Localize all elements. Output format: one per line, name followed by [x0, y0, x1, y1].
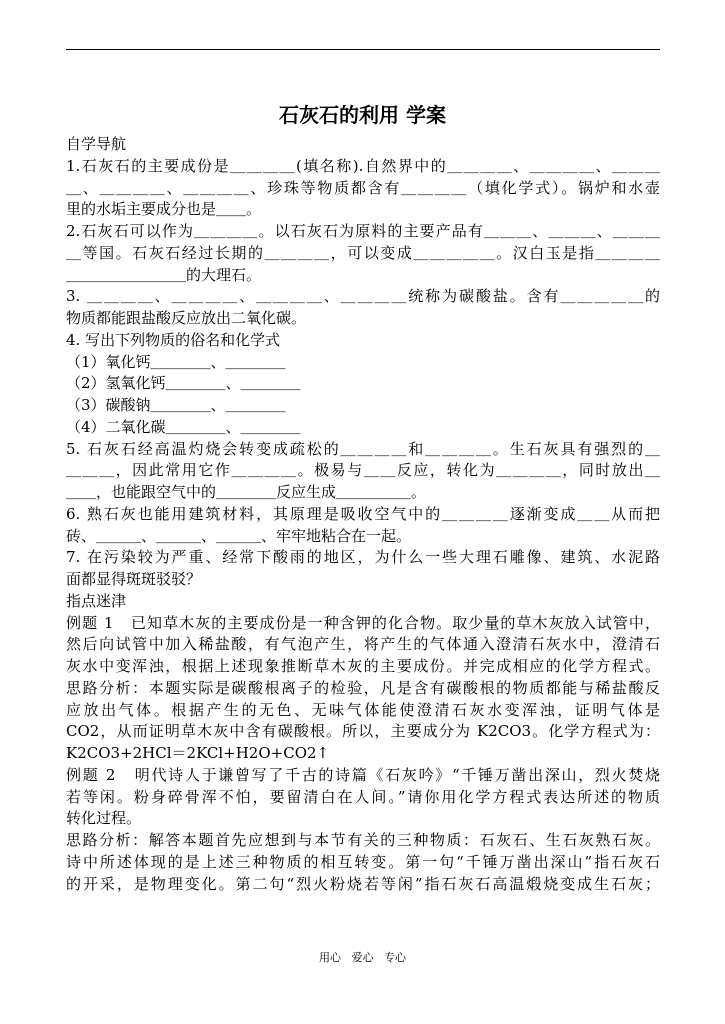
- text-line: 里的水垢主要成分也是＿＿。: [66, 200, 262, 219]
- header-rule: [66, 49, 660, 50]
- text-line: 的开采，是物理变化。第二句“烈火粉烧若等闲”指石灰石高温煅烧变成生石灰；: [66, 874, 660, 893]
- text-line: ＿＿＿＿＿＿＿＿的大理石。: [66, 265, 262, 284]
- list-item: （3）碳酸钠＿＿＿＿、＿＿＿＿: [66, 396, 286, 414]
- section-heading-guidance: 指点迷津: [66, 591, 127, 610]
- text-line: 5. 石灰石经高温灼烧会转变成疏松的＿＿＿＿和＿＿＿＿。生石灰具有强烈的＿: [66, 439, 660, 458]
- text-line: 例题 1 已知草木灰的主要成份是一种含钾的化合物。取少量的草木灰放入试管中，: [66, 613, 660, 632]
- text-line: 例题 2 明代诗人于谦曾写了千古的诗篇《石灰吟》“千锤万凿出深山，烈火焚烧: [66, 765, 660, 784]
- text-line: 6. 熟石灰也能用建筑材料，其原理是吸收空气中的＿＿＿＿逐渐变成＿＿从而把: [66, 504, 660, 523]
- text-line: 3. ＿＿＿＿、＿＿＿＿、＿＿＿＿、＿＿＿＿统称为碳酸盐。含有＿＿＿＿＿的: [66, 287, 660, 306]
- section-heading-self-study: 自学导航: [66, 135, 127, 153]
- text-line: 4. 写出下列物质的俗名和化学式: [66, 330, 281, 349]
- list-item: （2）氢氧化钙＿＿＿＿、＿＿＿＿: [66, 374, 301, 393]
- text-line: 思路分析：解答本题首先应想到与本节有关的三种物质：石灰石、生石灰熟石灰。: [66, 831, 660, 849]
- text-line: 思路分析：本题实际是碳酸根离子的检验，凡是含有碳酸根的物质都能与稀盐酸反: [66, 678, 660, 697]
- document-title: 石灰石的利用 学案: [279, 103, 446, 127]
- text-line: 应放出气体。根据产生的无色、无味气体能使澄清石灰水变浑浊，证明气体是: [66, 700, 660, 719]
- text-line: 2.石灰石可以作为＿＿＿＿。以石灰石为原料的主要产品有＿＿＿、＿＿＿、＿＿＿: [66, 222, 660, 240]
- text-line: ＿＿，也能跟空气中的＿＿＿＿反应生成＿＿＿＿＿。: [66, 483, 427, 501]
- list-item: （4）二氧化碳＿＿＿＿、＿＿＿＿: [66, 417, 301, 436]
- page-footer: 用心 爱心 专心: [319, 951, 406, 964]
- list-item: （1）氧化钙＿＿＿＿、＿＿＿＿: [66, 352, 286, 371]
- text-line: 砖、＿＿＿、＿＿＿、＿＿＿、牢牢地粘合在一起。: [66, 526, 412, 545]
- text-line: ＿、＿＿＿＿、＿＿＿＿、珍珠等物质都含有＿＿＿＿（填化学式）。锅炉和水壶: [66, 178, 660, 197]
- text-line: 然后向试管中加入稀盐酸，有气泡产生，将产生的气体通入澄清石灰水中，澄清石: [66, 635, 660, 654]
- text-line: 若等闲。粉身碎骨浑不怕，要留清白在人间。”请你用化学方程式表达所述的物质: [66, 787, 660, 806]
- document-body: [66, 134, 660, 895]
- text-line: 7. 在污染较为严重、经常下酸雨的地区，为什么一些大理石雕像、建筑、水泥路: [66, 548, 660, 567]
- chemical-equation: K2CO3+2HCl＝2KCl+H2O+CO2↑: [66, 744, 330, 762]
- text-line: ＿＿＿，因此常用它作＿＿＿＿。极易与＿＿反应，转化为＿＿＿＿，同时放出＿: [66, 461, 660, 480]
- text-line: 物质都能跟盐酸反应放出二氧化碳。: [66, 309, 307, 327]
- text-line: 诗中所述体现的是上述三种物质的相互转变。第一句“千锤万凿出深山”指石灰石: [66, 852, 660, 871]
- text-line: ＿等国。石灰石经过长期的＿＿＿＿，可以变成＿＿＿＿＿。汉白玉是指＿＿＿＿: [66, 243, 660, 262]
- text-line: CO2，从而证明草木灰中含有碳酸根。所以，主要成分为 K2CO3。化学方程式为：: [66, 722, 660, 741]
- text-line: 灰水中变浑浊，根据上述现象推断草木灰的主要成份。并完成相应的化学方程式。: [66, 657, 660, 675]
- text-line: 转化过程。: [66, 809, 142, 828]
- text-line: 面都显得斑斑驳驳？: [66, 570, 202, 588]
- text-line: 1.石灰石的主要成份是＿＿＿＿(填名称).自然界中的＿＿＿＿、＿＿＿＿、＿＿＿: [66, 156, 660, 175]
